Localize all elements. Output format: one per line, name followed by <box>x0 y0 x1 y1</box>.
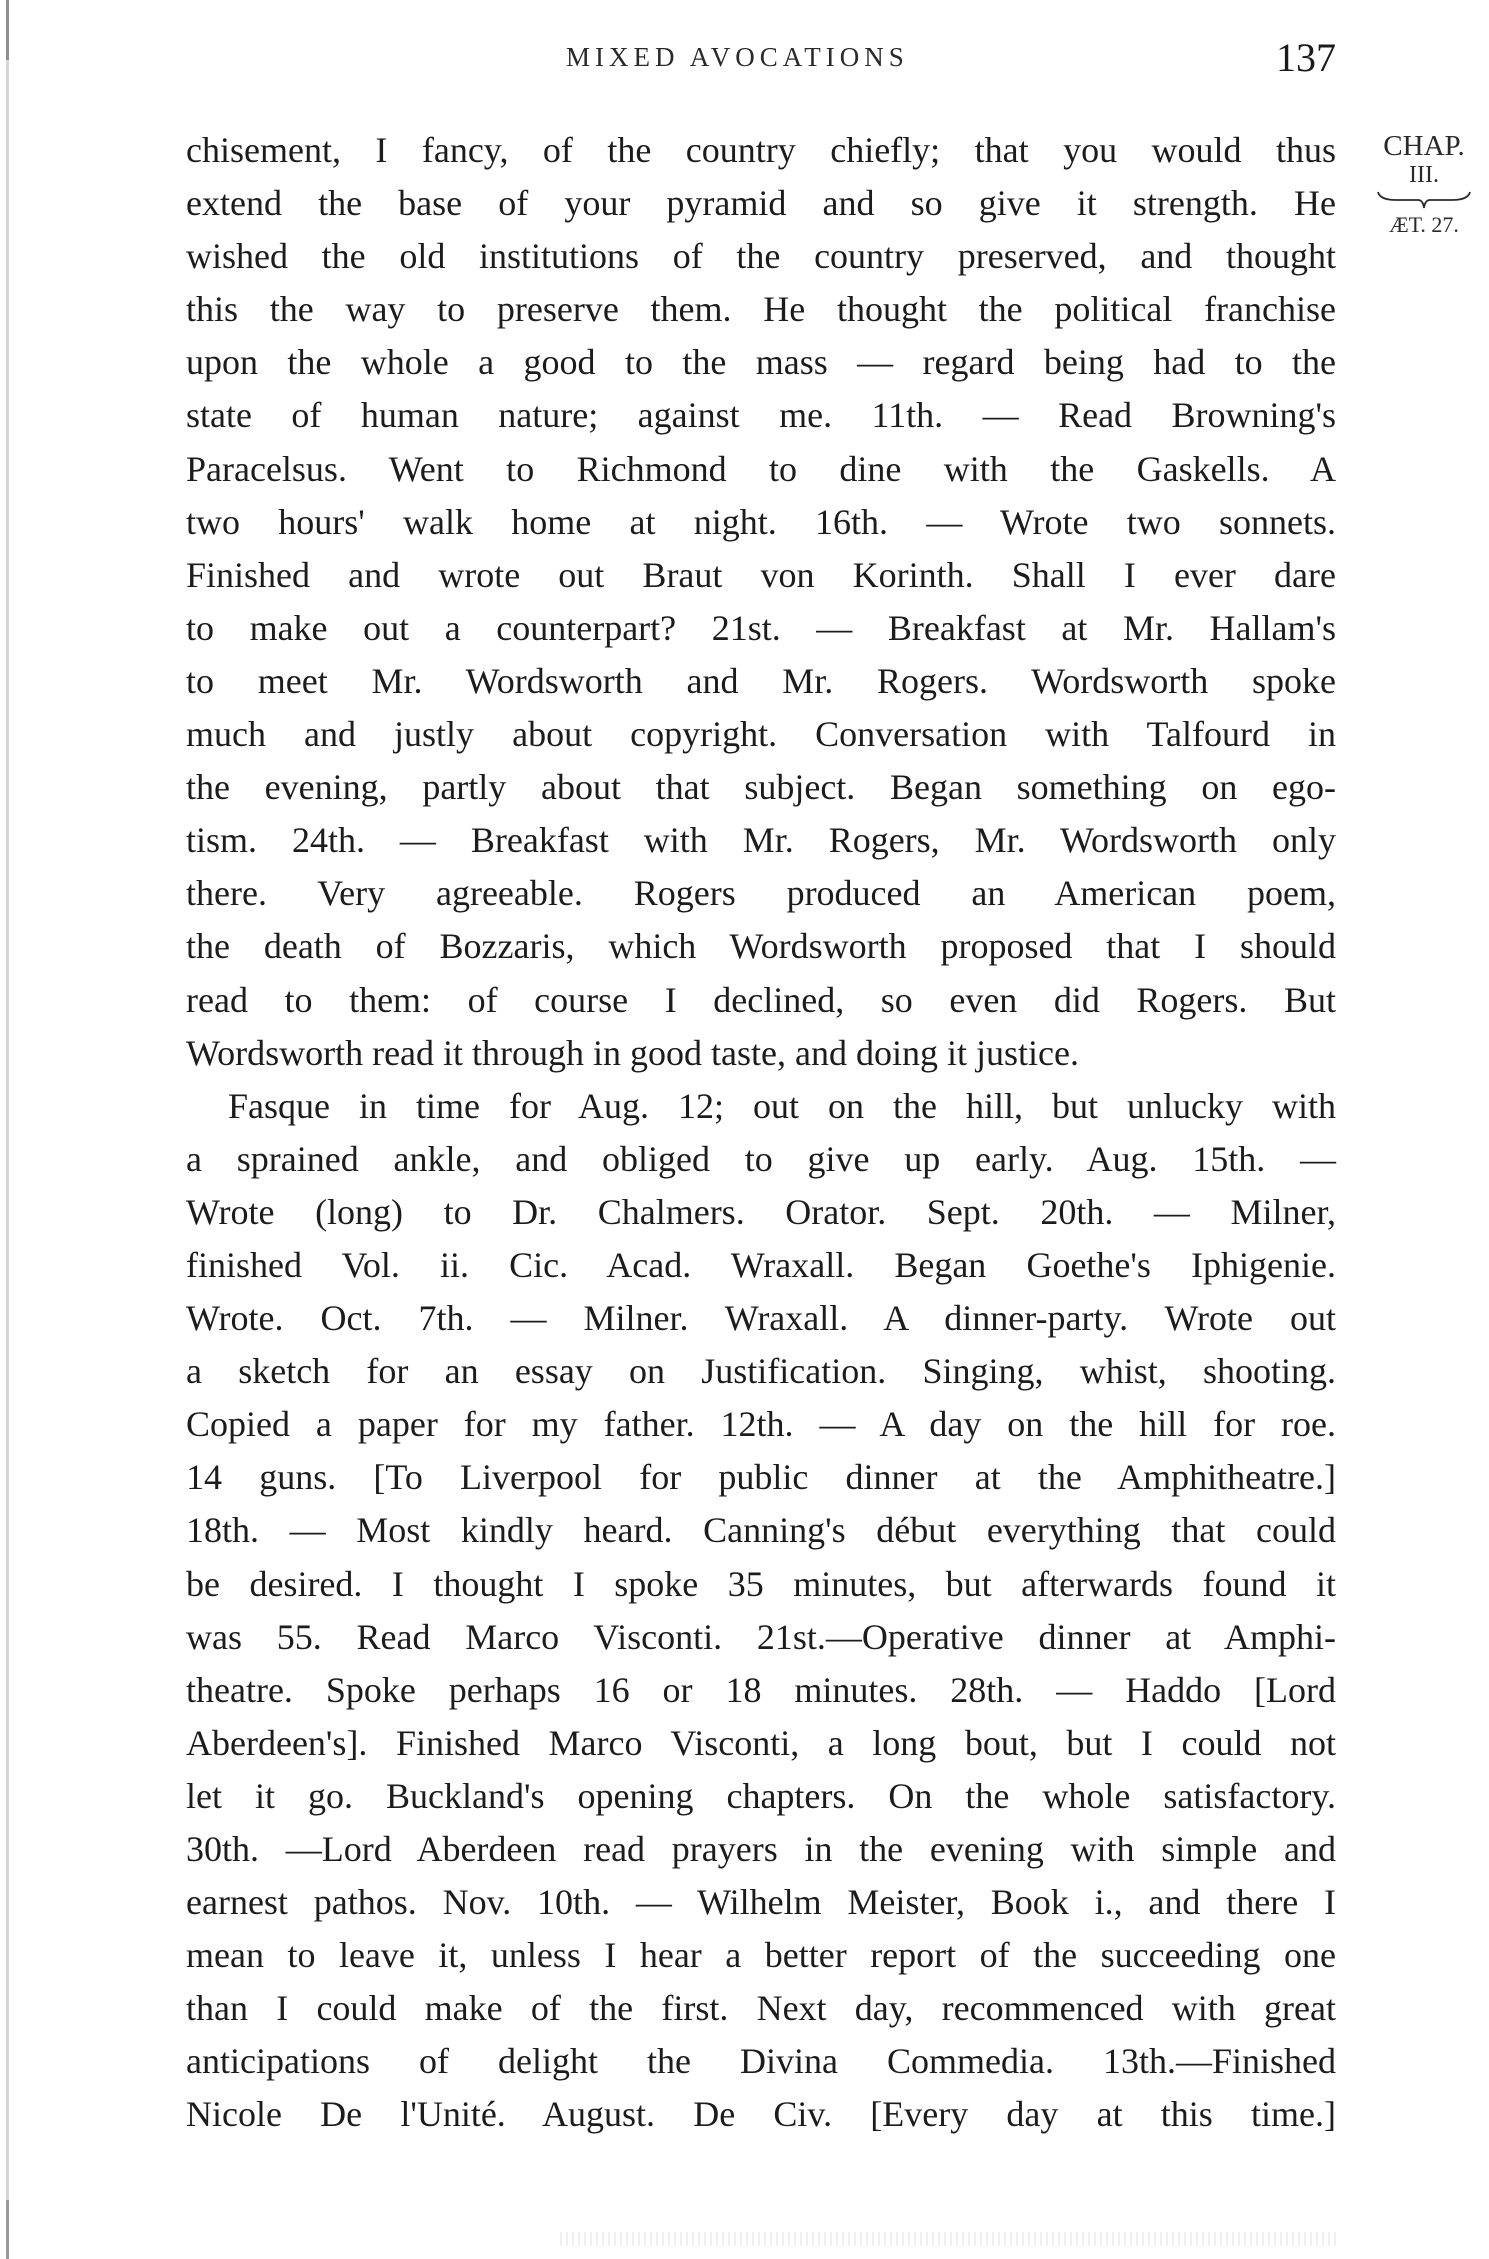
text-line: theatre. Spoke perhaps 16 or 18 minutes. 28th. — Haddo [Lord <box>186 1669 1336 1710</box>
text-line: than I could make of the first. Next day, recommenced with great <box>186 1988 1336 2029</box>
text-line: much and justly about copyright. Conversation with Talfourd in <box>186 714 1336 755</box>
running-head <box>186 35 1336 80</box>
text-line: the evening, partly about that subject. Began something on ego- <box>186 767 1336 808</box>
margin-chapter-number: III. <box>1409 162 1439 188</box>
text-line: read to them: of course I declined, so even did Rogers. But <box>186 979 1336 1020</box>
text-line: anticipations of delight the Divina Commedia. 13th.—Finished <box>186 2041 1336 2082</box>
text-line: Finished and wrote out Braut von Korinth. Shall I ever dare <box>186 554 1336 595</box>
text-line: Aberdeen's]. Finished Marco Visconti, a long bout, but I could not <box>186 1722 1336 1763</box>
text-line: the death of Bozzaris, which Wordsworth proposed that I should <box>186 926 1336 967</box>
text-line: two hours' walk home at night. 16th. — Wrote two sonnets. <box>186 501 1336 542</box>
text-line: a sketch for an essay on Justification. Singing, whist, shooting. <box>186 1351 1336 1392</box>
scan-noise <box>560 2232 1340 2246</box>
text-line: 18th. — Most kindly heard. Canning's début everything that could <box>186 1510 1336 1551</box>
text-line: Copied a paper for my father. 12th. — A day on the hill for roe. <box>186 1404 1336 1445</box>
running-title: MIXED AVOCATIONS <box>566 42 909 72</box>
text-line: be desired. I thought I spoke 35 minutes, but afterwards found it <box>186 1563 1336 1604</box>
text-line: 14 guns. [To Liverpool for public dinner at the Amphitheatre.] <box>186 1457 1336 1498</box>
text-line: 30th. —Lord Aberdeen read prayers in the evening with simple and <box>186 1829 1336 1869</box>
margin-note <box>1364 130 1484 240</box>
text-line: Fasque in time for Aug. 12; out on the hill, but unlucky with <box>228 1085 1336 1126</box>
text-line: let it go. Buckland's opening chapters. On the whole satisfactory. <box>186 1775 1336 1816</box>
text-line: extend the base of your pyramid and so give it strength. He <box>186 183 1336 224</box>
text-line: a sprained ankle, and obliged to give up early. Aug. 15th. — <box>186 1138 1336 1179</box>
text-line: Wrote (long) to Dr. Chalmers. Orator. Sept. 20th. — Milner, <box>186 1191 1336 1232</box>
text-line: was 55. Read Marco Visconti. 21st.—Operative dinner at Amphi- <box>186 1616 1336 1657</box>
text-line: tism. 24th. — Breakfast with Mr. Rogers, Mr. Wordsworth only <box>186 820 1336 861</box>
text-line: state of human nature; against me. 11th. — Read Browning's <box>186 395 1336 436</box>
text-line: mean to leave it, unless I hear a better report of the succeeding one <box>186 1935 1336 1976</box>
brace-icon <box>1376 190 1472 210</box>
text-line: this the way to preserve them. He thought the political franchise <box>186 289 1336 330</box>
text-line: Wordsworth read it through in good taste, and doing it justice. <box>186 1032 1079 1073</box>
text-line: to make out a counterpart? 21st. — Breakfast at Mr. Hallam's <box>186 607 1336 648</box>
text-line: finished Vol. ii. Cic. Acad. Wraxall. Began Goethe's Iphigenie. <box>186 1244 1336 1285</box>
text-line: Paracelsus. Went to Richmond to dine with the Gaskells. A <box>186 448 1336 489</box>
page-number: 137 <box>1276 35 1336 80</box>
body-text <box>186 124 1336 2142</box>
text-line: to meet Mr. Wordsworth and Mr. Rogers. Wordsworth spoke <box>186 660 1336 701</box>
text-line: Wrote. Oct. 7th. — Milner. Wraxall. A dinner-party. Wrote out <box>186 1298 1336 1339</box>
binding-edge <box>6 0 9 2259</box>
margin-chapter-label: CHAP. <box>1383 130 1465 162</box>
text-line: there. Very agreeable. Rogers produced an American poem, <box>186 873 1336 914</box>
margin-age-label: ÆT. 27. <box>1389 212 1459 237</box>
text-line: upon the whole a good to the mass — regard being had to the <box>186 342 1336 383</box>
text-line: chisement, I fancy, of the country chiefly; that you would thus <box>186 130 1336 170</box>
text-line: earnest pathos. Nov. 10th. — Wilhelm Meister, Book i., and there I <box>186 1882 1336 1923</box>
text-line: Nicole De l'Unité. August. De Civ. [Every day at this time.] <box>186 2094 1336 2135</box>
text-line: wished the old institutions of the country preserved, and thought <box>186 236 1336 277</box>
